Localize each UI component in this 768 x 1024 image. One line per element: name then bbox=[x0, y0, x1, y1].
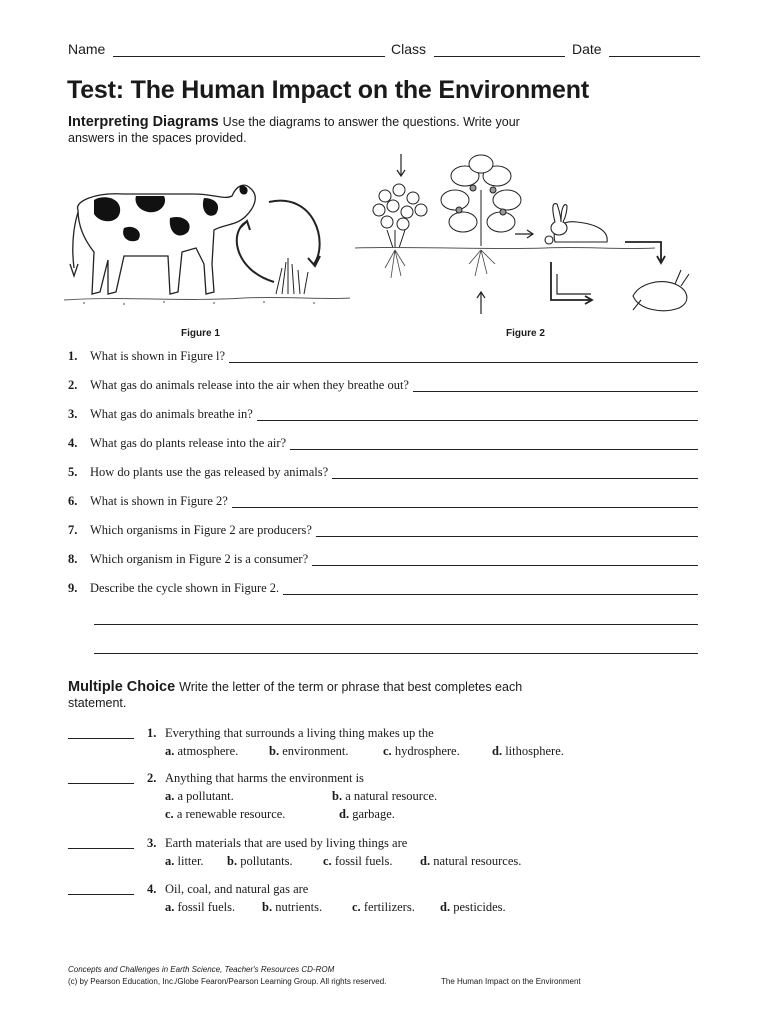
mc-number: 1. bbox=[147, 726, 157, 740]
question-3 bbox=[68, 407, 698, 425]
question-number: 4. bbox=[68, 436, 78, 450]
option-b: b. pollutants. bbox=[227, 854, 293, 868]
answer-blank[interactable] bbox=[68, 894, 134, 895]
rabbit-icon bbox=[545, 204, 607, 244]
option-b: b. a natural resource. bbox=[332, 789, 438, 803]
question-5 bbox=[68, 465, 698, 483]
answer-blank[interactable] bbox=[68, 848, 134, 849]
question-number: 1. bbox=[68, 349, 78, 363]
class-label: Class bbox=[391, 41, 427, 57]
interpreting-diagrams-heading bbox=[68, 114, 548, 146]
option-a: a. fossil fuels. bbox=[165, 900, 236, 914]
option-b: b. environment. bbox=[269, 744, 349, 758]
roots-icon bbox=[385, 250, 495, 278]
page-title: Test: The Human Impact on the Environment bbox=[67, 76, 589, 104]
ground-line bbox=[64, 297, 350, 300]
question-8 bbox=[68, 552, 698, 570]
name-blank[interactable] bbox=[113, 56, 385, 57]
grass-icon bbox=[276, 258, 308, 294]
question-number: 7. bbox=[68, 523, 78, 537]
option-a: a. litter. bbox=[165, 854, 204, 868]
question-number: 9. bbox=[68, 581, 78, 595]
question-text: What is shown in Figure l? bbox=[90, 349, 229, 364]
footer-title: The Human Impact on the Environment bbox=[441, 977, 581, 986]
question-6 bbox=[68, 494, 698, 512]
footer-copyright: (c) by Pearson Education, Inc./Globe Fearon/Pearson Learning Group. All rights reserved. bbox=[68, 977, 387, 986]
option-c: c. hydrosphere. bbox=[383, 744, 460, 758]
option-c: c. a renewable resource. bbox=[165, 807, 286, 821]
figure-1-cow-grass-cycle bbox=[64, 172, 350, 312]
question-4 bbox=[68, 436, 698, 454]
option-b: b. nutrients. bbox=[262, 900, 323, 914]
question-text: Which organism in Figure 2 is a consumer? bbox=[90, 552, 312, 567]
figure-2-caption: Figure 2 bbox=[506, 328, 545, 339]
multiple-choice-heading bbox=[68, 679, 548, 711]
arrow-down-icon bbox=[397, 154, 405, 176]
question-number: 6. bbox=[68, 494, 78, 508]
question-1 bbox=[68, 349, 698, 367]
option-d: d. pesticides. bbox=[440, 900, 506, 914]
option-a: a. a pollutant. bbox=[165, 789, 234, 803]
option-d: d. lithosphere. bbox=[492, 744, 564, 758]
question-text: Describe the cycle shown in Figure 2. bbox=[90, 581, 283, 596]
class-blank[interactable] bbox=[434, 56, 565, 57]
question-text: How do plants use the gas released by animals? bbox=[90, 465, 332, 480]
answer-line-extra-1[interactable] bbox=[94, 624, 698, 625]
mc-number: 3. bbox=[147, 836, 157, 850]
question-text: What gas do plants release into the air? bbox=[90, 436, 290, 451]
question-text: Which organisms in Figure 2 are producers? bbox=[90, 523, 316, 538]
question-9 bbox=[68, 581, 698, 599]
mc-number: 4. bbox=[147, 882, 157, 896]
question-7 bbox=[68, 523, 698, 541]
mc-stem: Anything that harms the environment is bbox=[165, 771, 364, 785]
section-title: Multiple Choice bbox=[68, 679, 176, 695]
name-label: Name bbox=[68, 41, 106, 57]
figure-2-food-cycle bbox=[355, 150, 703, 322]
answer-blank[interactable] bbox=[68, 738, 134, 739]
option-c: c. fossil fuels. bbox=[323, 854, 393, 868]
mc-stem: Oil, coal, and natural gas are bbox=[165, 882, 309, 896]
arrow-up-icon bbox=[477, 292, 485, 314]
footer-source: Concepts and Challenges in Earth Science, Teacher's Resources CD-ROM bbox=[68, 965, 335, 974]
question-text: What gas do animals breathe in? bbox=[90, 407, 257, 422]
answer-line-extra-2[interactable] bbox=[94, 653, 698, 654]
mc-stem: Everything that surrounds a living thing makes up the bbox=[165, 726, 434, 740]
arrow-right-icon bbox=[515, 230, 533, 238]
section-instructions: Use the diagrams to answer the questions. Write your answers in the spaces provided. bbox=[68, 115, 520, 145]
mc-number: 2. bbox=[147, 771, 157, 785]
answer-blank[interactable] bbox=[68, 783, 134, 784]
option-c: c. fertilizers. bbox=[352, 900, 415, 914]
option-d: d. natural resources. bbox=[420, 854, 522, 868]
section-instructions: Write the letter of the term or phrase that best completes each statement. bbox=[68, 680, 523, 710]
ground-texture bbox=[83, 301, 315, 305]
option-a: a. atmosphere. bbox=[165, 744, 239, 758]
section-title: Interpreting Diagrams bbox=[68, 114, 219, 130]
question-number: 8. bbox=[68, 552, 78, 566]
question-number: 3. bbox=[68, 407, 78, 421]
question-number: 2. bbox=[68, 378, 78, 392]
flower-plant-icon bbox=[373, 184, 427, 248]
question-number: 5. bbox=[68, 465, 78, 479]
ground-line bbox=[355, 247, 655, 248]
date-blank[interactable] bbox=[609, 56, 700, 57]
question-text: What is shown in Figure 2? bbox=[90, 494, 232, 509]
header-fields bbox=[68, 41, 700, 59]
dead-animal-icon bbox=[633, 270, 689, 311]
option-d: d. garbage. bbox=[339, 807, 395, 821]
question-2 bbox=[68, 378, 698, 396]
date-label: Date bbox=[572, 41, 602, 57]
mc-stem: Earth materials that are used by living things are bbox=[165, 836, 408, 850]
tree-plant-icon bbox=[441, 155, 521, 246]
figure-1-caption: Figure 1 bbox=[181, 328, 220, 339]
question-text: What gas do animals release into the air when they breathe out? bbox=[90, 378, 413, 393]
